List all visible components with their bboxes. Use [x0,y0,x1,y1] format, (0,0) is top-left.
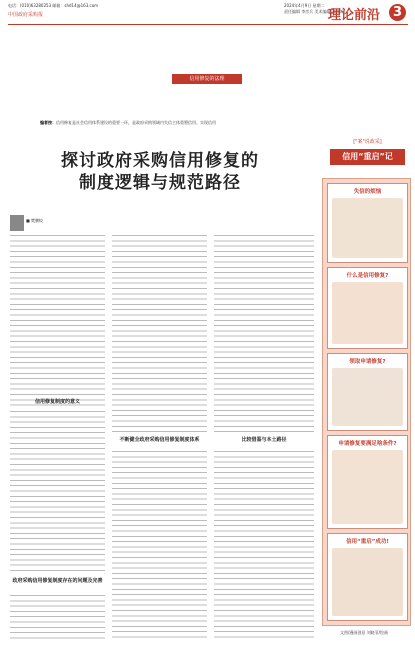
sidebar-tag: ["案"说政采] [353,139,382,145]
article-column-1c [10,592,105,642]
article-column-2b [112,448,207,642]
editor-note-text: 信用修复是社会信用体系建设的重要一环，是政府采购领域内失信主体重塑信用、实现信用 [56,120,216,125]
article-title [10,150,310,194]
comic-panel-title: 申请修复要满足啥条件? [338,441,397,447]
article-column-1b [10,408,105,573]
comic-panel-title: 信用“重启”成功! [346,539,389,545]
section-title: 理论前沿 [328,8,381,23]
subheading-2: 政府采购信用修复制度存在的问题及完善 [12,578,103,584]
subheading-1: 信用修复制度的意义 [34,399,80,405]
subheading-3: 不断健全政府采购信用修复制度体系 [119,437,200,443]
article-title-line-2: 制度逻辑与规范路径 [79,173,241,193]
contact-info: 电话：(010)63280253 邮箱：shd14@163.com [8,3,99,8]
comic-panel-title: 领取申请修复? [349,359,386,365]
issue-date: 2024年4月9日 星期二 [284,3,325,8]
article-column-2 [112,232,207,432]
editor-note-label: 编者按： [40,120,56,125]
comic-illustration [332,198,403,258]
byline: ■ 樊鹏蛟 [26,218,44,223]
author-photo [10,215,24,231]
comic-illustration [332,282,403,344]
column-tag: 信用修复的法理 [172,74,242,84]
comic-panel-5 [327,533,408,621]
subheading-4: 比较借鉴与本土路径 [241,437,287,443]
comic-panel-3 [327,353,408,431]
comic-illustration [332,548,403,616]
comic-panel-2 [327,267,408,349]
article-title-line-1: 探讨政府采购信用修复的 [61,151,259,171]
header-divider [8,24,408,25]
masthead [0,0,415,40]
comic-illustration [332,368,403,426]
article-column-3b [214,448,314,642]
comic-panel-title: 失信的烦恼 [353,189,382,195]
comic-strip [322,178,411,626]
comic-credit: 文图/漫画创意 刘晓菲/绘画 [340,630,388,635]
editor-note [40,120,330,126]
article-column-3 [214,232,314,432]
comic-panel-4 [327,435,408,529]
comic-illustration [332,450,403,524]
paper-logo: 中国政府采购报 [8,12,44,18]
comic-panel-title: 什么是信用修复? [346,273,389,279]
sidebar-title: 信用“重启”记 [330,149,405,165]
page-number: 3 [389,4,406,21]
comic-panel-1 [327,183,408,263]
editor-credit: 责任编辑 李彦兵 美术编辑 张海婷 [284,9,344,14]
